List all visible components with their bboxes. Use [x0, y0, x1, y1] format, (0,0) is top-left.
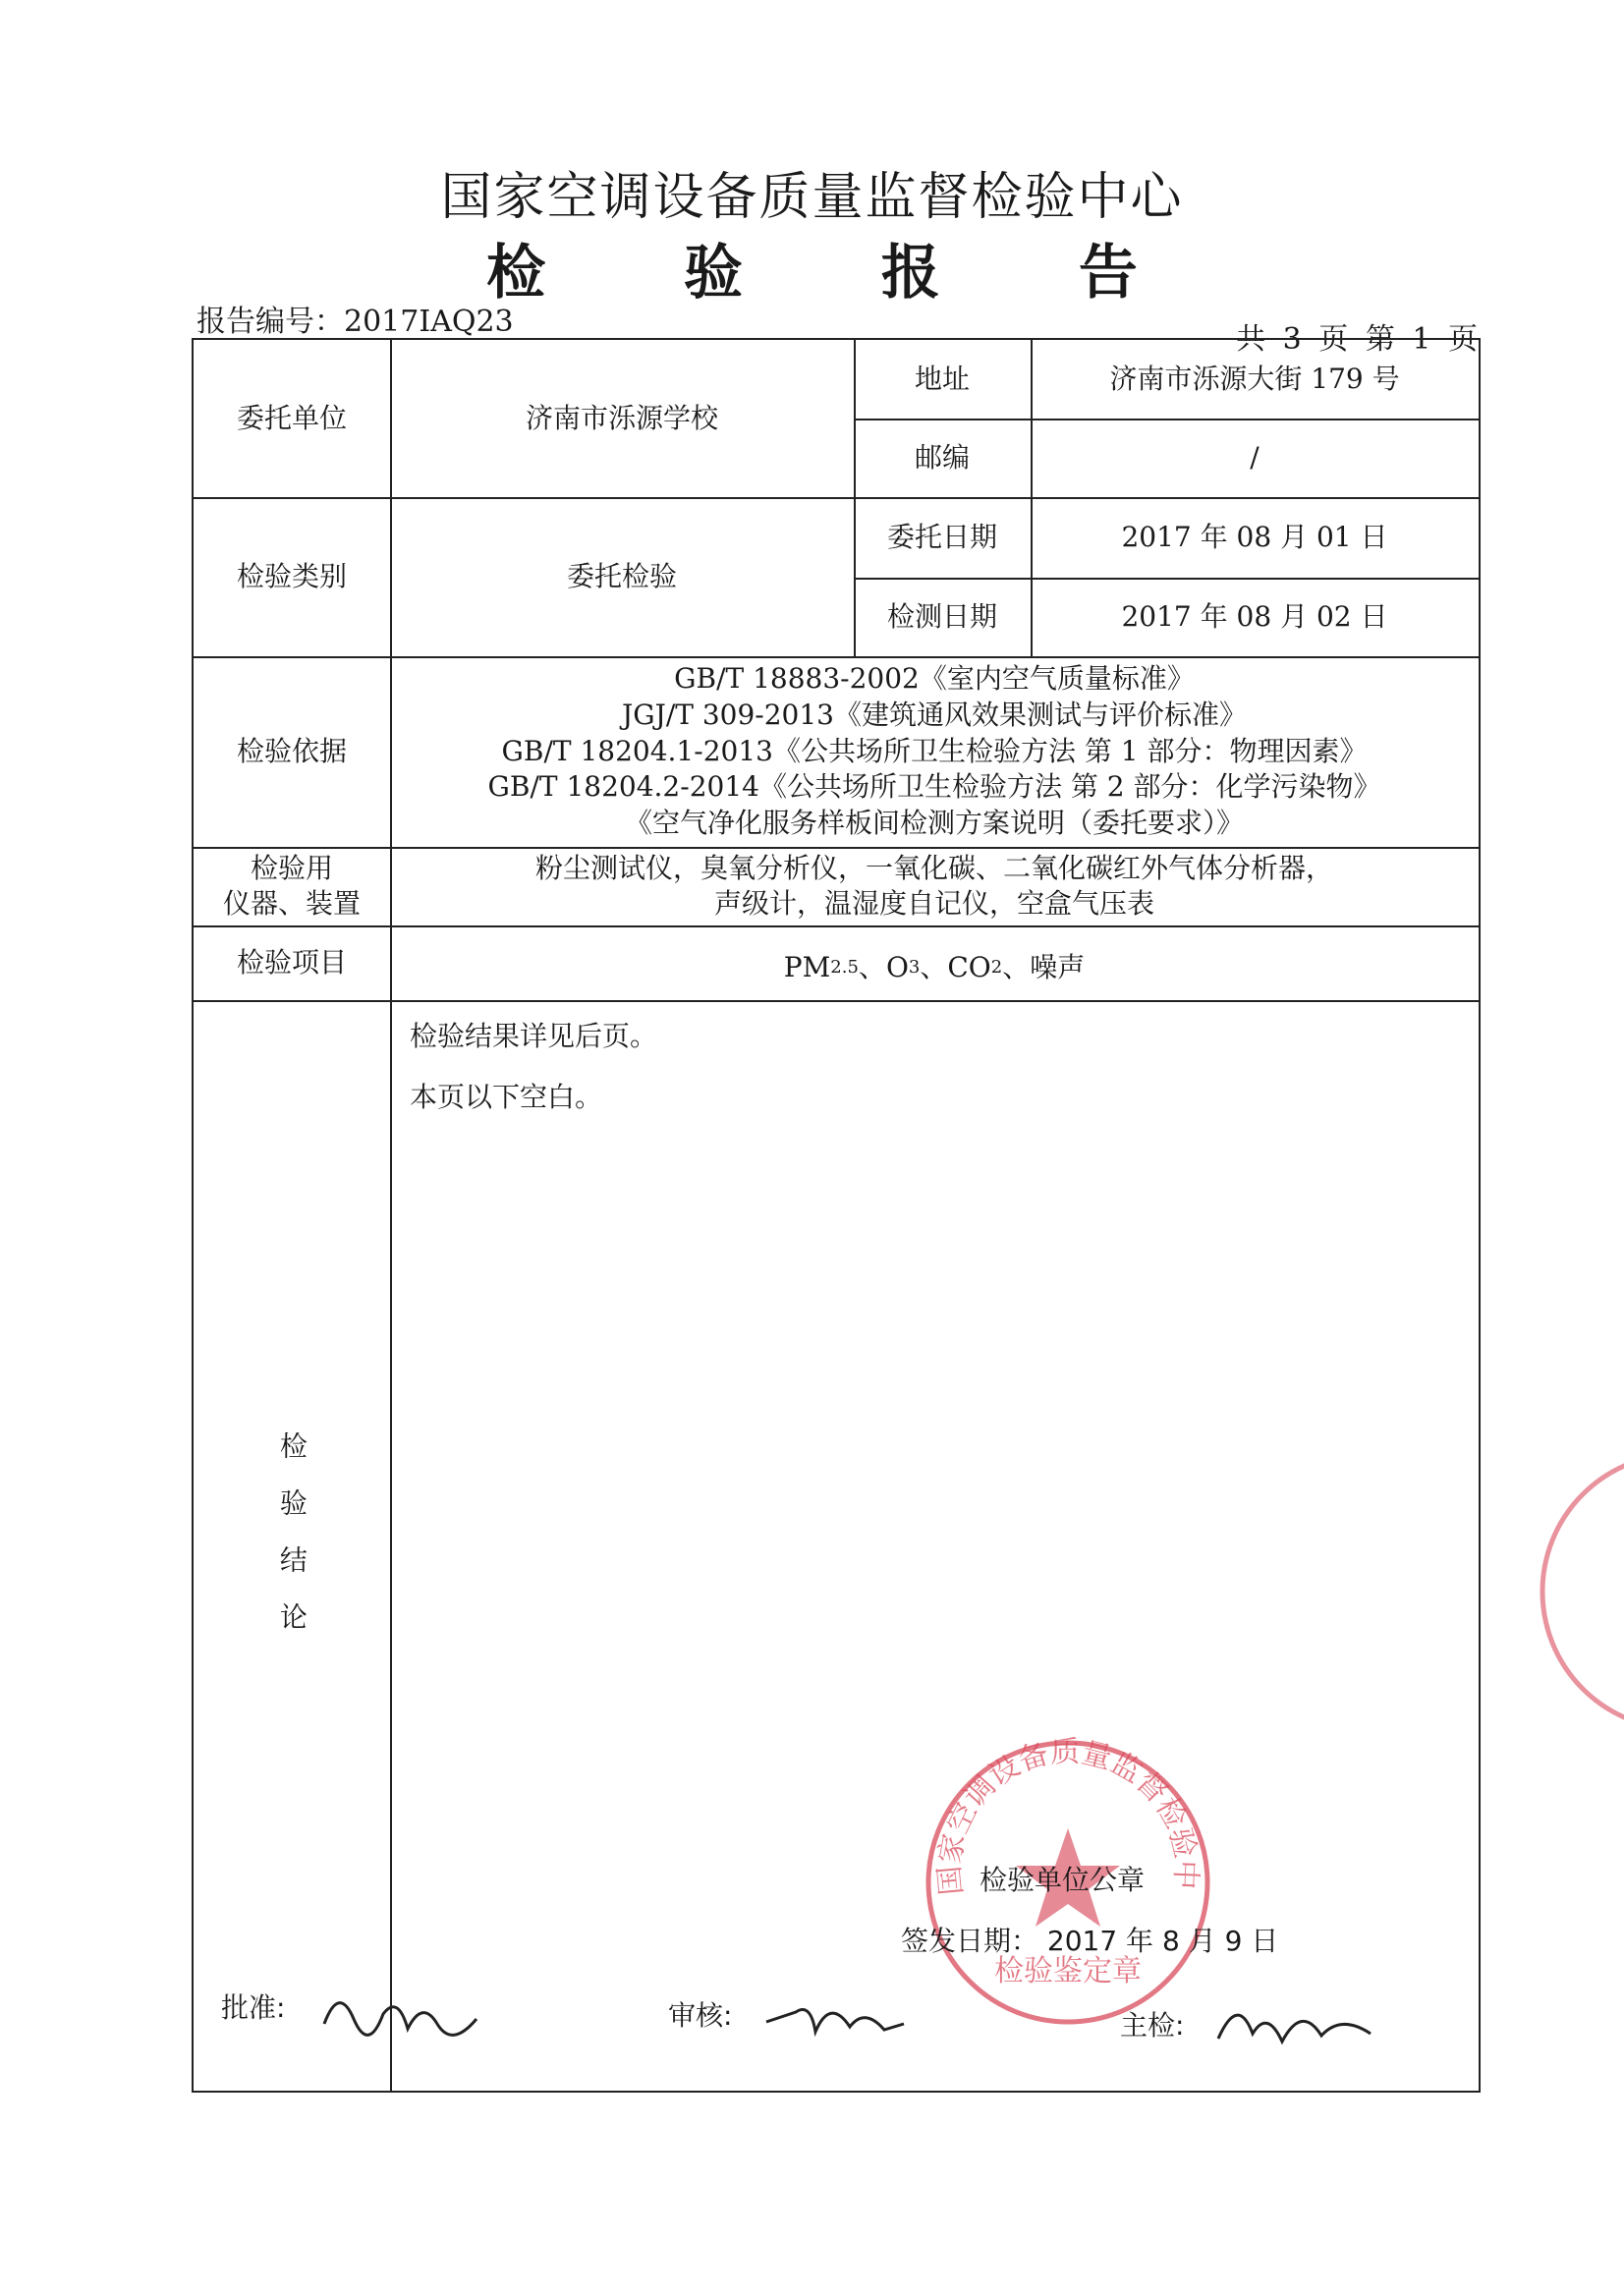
basis-label: 检验依据: [236, 735, 347, 768]
basis-line: GB/T 18883-2002《室内空气质量标准》: [674, 661, 1195, 695]
document-title: 检 验 报 告: [486, 239, 1197, 308]
instruments-line: 声级计，温湿度自记仪，空盒气压表: [713, 887, 1154, 920]
test-date-label: 检测日期: [886, 600, 997, 634]
approve-label: 批准:: [221, 1991, 286, 2024]
instruments-label-line: 检验用: [250, 851, 333, 884]
page-info: 共 3 页 第 1 页: [1236, 322, 1482, 357]
postcode-label: 邮编: [914, 441, 970, 475]
instruments-line: 粉尘测试仪，臭氧分析仪，一氧化碳、二氧化碳红外气体分析器，: [534, 851, 1333, 884]
conclusion-line: 检验结果详见后页。: [410, 1020, 658, 1052]
basis-line: GB/T 18204.2-2014《公共场所卫生检验方法 第 2 部分：化学污染物》: [487, 770, 1381, 804]
issue-date: 签发日期： 2017 年 8 月 9 日: [901, 1925, 1279, 1958]
item-o3-sub: 3: [908, 956, 921, 978]
client-value: 济南市泺源学校: [525, 402, 718, 435]
report-number-label: 报告编号：: [196, 305, 344, 339]
basis-line: 《空气净化服务样板间检测方案说明（委托要求）》: [624, 807, 1244, 840]
test-date-value: 2017 年 08 月 02 日: [1121, 600, 1388, 634]
item-co2: CO: [947, 951, 991, 984]
item-pm-sub: 2.5: [830, 956, 859, 978]
item-pm: PM: [783, 951, 831, 984]
item-separator: 、: [920, 951, 948, 984]
report-number-value: 2017IAQ23: [344, 305, 514, 339]
conclusion-line: 本页以下空白。: [410, 1080, 603, 1113]
report-form: [192, 338, 1481, 2093]
conclusion-label-text: 检验结论: [275, 1431, 308, 1659]
seal-inner-text: 检验鉴定章: [994, 1954, 1142, 1988]
postcode-value: /: [1250, 441, 1260, 475]
partial-seal: [1533, 1434, 1624, 1749]
commission-date-value: 2017 年 08 月 01 日: [1121, 521, 1388, 554]
instruments-value: [390, 847, 1479, 925]
chief-label: 主检:: [1120, 2009, 1185, 2042]
seal-caption: 检验单位公章: [980, 1864, 1146, 1897]
address-label: 地址: [914, 363, 970, 396]
client-label: 委托单位: [236, 402, 347, 435]
items-label: 检验项目: [236, 946, 347, 980]
address-value: 济南市泺源大街 179 号: [1109, 363, 1400, 396]
chief-signature: [1208, 1985, 1385, 2063]
approver-signature: [314, 1975, 491, 2053]
review-label: 审核:: [668, 1999, 733, 2032]
report-number: [196, 297, 514, 340]
instruments-label-line: 仪器、装置: [222, 887, 361, 920]
items-value: [390, 925, 1479, 1000]
item-o3: O: [885, 951, 909, 984]
instruments-label: [194, 847, 390, 925]
conclusion-label: [194, 1000, 390, 2091]
basis-line: GB/T 18204.1-2013《公共场所卫生检验方法 第 1 部分：物理因素》: [501, 734, 1368, 767]
item-separator: 、: [858, 951, 886, 984]
basis-line: JGJ/T 309-2013《建筑通风效果测试与评价标准》: [622, 698, 1247, 731]
category-label: 检验类别: [236, 560, 347, 593]
category-value: 委托检验: [566, 560, 677, 593]
item-co2-sub: 2: [990, 956, 1003, 978]
basis-list: [390, 656, 1479, 847]
commission-date-label: 委托日期: [886, 521, 997, 554]
seal-ring-text: 国家空调设备质量监督检验中: [932, 1735, 1204, 1897]
institution-title: 国家空调设备质量监督检验中心: [440, 168, 1184, 227]
partial-seal-icon: [1533, 1434, 1624, 1749]
reviewer-signature: [756, 1983, 914, 2051]
item-noise: 、噪声: [1002, 951, 1086, 984]
